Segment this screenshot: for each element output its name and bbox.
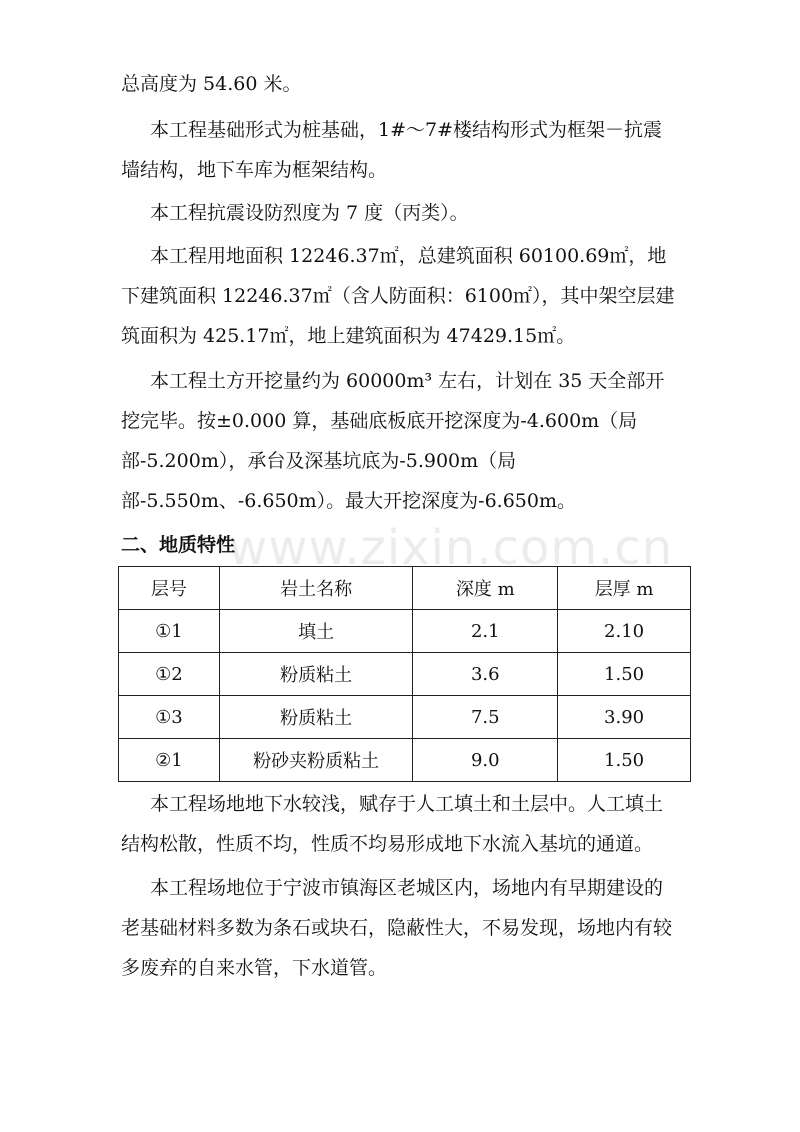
cell-thickness: 1.50 [558, 739, 691, 782]
cell-layer-no: ①1 [119, 610, 220, 653]
paragraph-building-height: 总高度为 54.60 米。 [121, 73, 302, 95]
header-soil-name: 岩土名称 [219, 567, 413, 610]
table-row [119, 739, 691, 782]
cell-soil-name: 粉质粘土 [219, 653, 413, 696]
watermark: www.zixin.com.cn [228, 520, 674, 576]
cell-layer-no: ①2 [119, 653, 220, 696]
cell-thickness: 3.90 [558, 696, 691, 739]
paragraph-seismic: 本工程抗震设防烈度为 7 度（丙类）。 [150, 202, 469, 224]
cell-depth: 9.0 [413, 739, 558, 782]
cell-depth: 7.5 [413, 696, 558, 739]
cell-layer-no: ①3 [119, 696, 220, 739]
cell-soil-name: 粉砂夹粉质粘土 [219, 739, 413, 782]
cell-soil-name: 粉质粘土 [219, 696, 413, 739]
header-layer-no: 层号 [119, 567, 220, 610]
paragraph-areas: 本工程用地面积 12246.37㎡，总建筑面积 60100.69㎡，地下建筑面积 12246.37㎡（含人防面积：6100㎡），其中架空层建筑面积为 425.17㎡，地上建筑面积为 47429.15㎡。 [121, 245, 675, 347]
cell-soil-name: 填土 [219, 610, 413, 653]
cell-thickness: 1.50 [558, 653, 691, 696]
table-row [119, 610, 691, 653]
paragraph-site-obstacles: 本工程场地位于宁波市镇海区老城区内，场地内有早期建设的老基础材料多数为条石或块石，隐蔽性大，不易发现，场地内有较多废弃的自来水管，下水道管。 [121, 877, 673, 979]
cell-depth: 3.6 [413, 653, 558, 696]
paragraph-groundwater: 本工程场地地下水较浅，赋存于人工填土和土层中。人工填土结构松散，性质不均，性质不均易形成地下水流入基坑的通道。 [121, 793, 664, 855]
cell-depth: 2.1 [413, 610, 558, 653]
paragraph-foundation-structure: 本工程基础形式为桩基础，1#～7#楼结构形式为框架－抗震墙结构，地下车库为框架结构。 [121, 119, 663, 181]
paragraph-excavation: 本工程土方开挖量约为 60000m³ 左右，计划在 35 天全部开挖完毕。按±0.000 算，基础底板底开挖深度为-4.600m（局部-5.200m），承台及深基坑底为-5.900m（局部-5.550m、-6.650m）。最大开挖深度为-6.650m。 [121, 370, 665, 512]
section-heading: 二、地质特性 [121, 534, 236, 556]
cell-thickness: 2.10 [558, 610, 691, 653]
geology-table [118, 566, 691, 782]
table-header-row [119, 567, 691, 610]
header-thickness: 层厚 m [558, 567, 691, 610]
table-row [119, 696, 691, 739]
cell-layer-no: ②1 [119, 739, 220, 782]
header-depth: 深度 m [413, 567, 558, 610]
table-row [119, 653, 691, 696]
